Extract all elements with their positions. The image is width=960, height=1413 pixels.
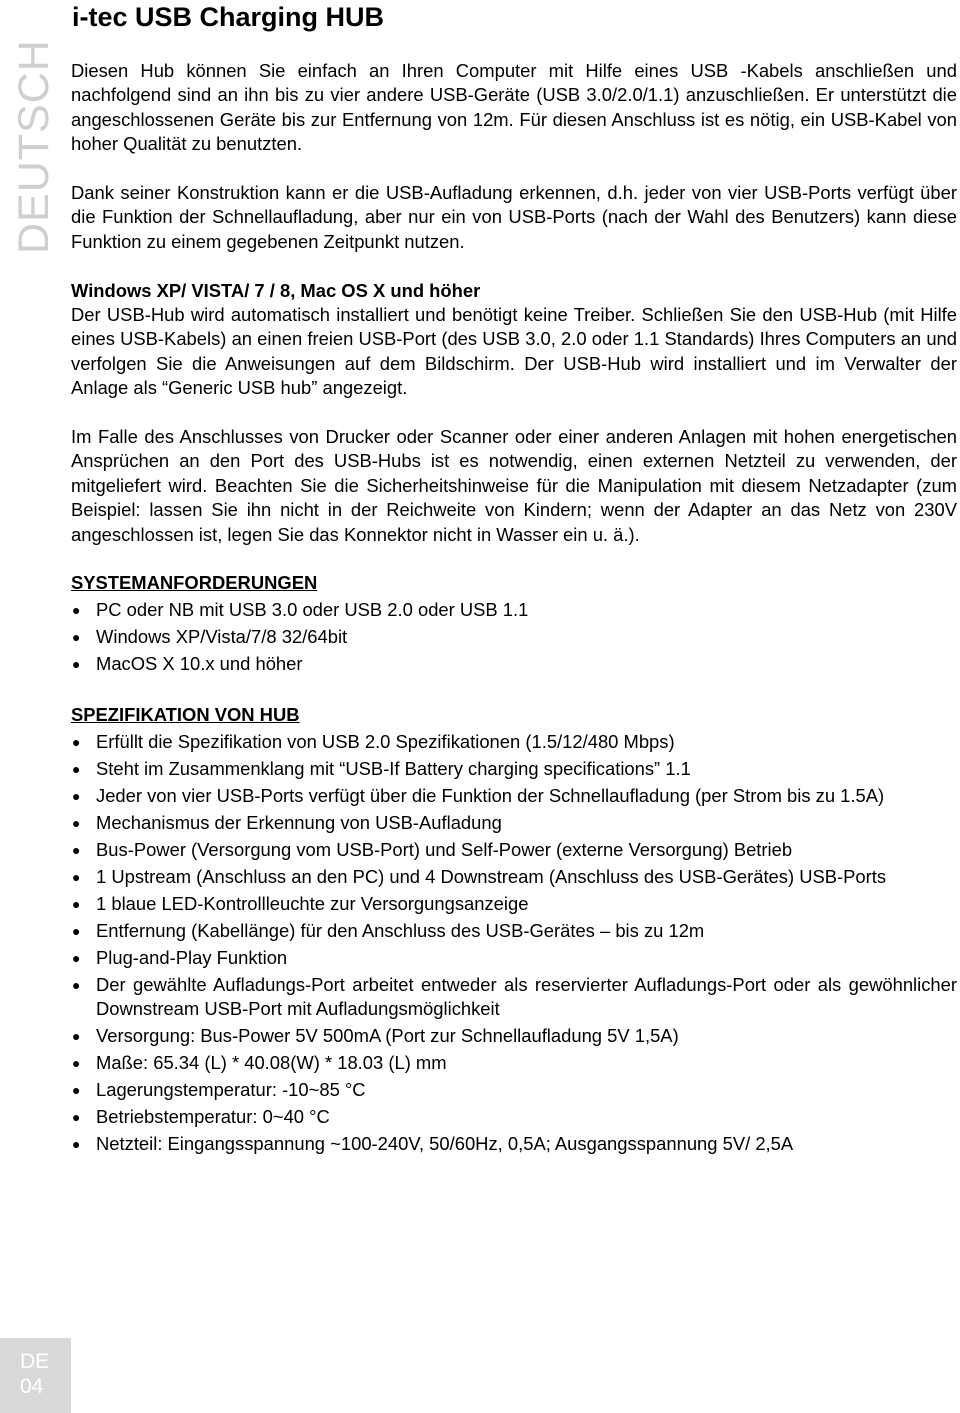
page-number: 04: [20, 1375, 44, 1398]
system-requirements-heading: SYSTEMANFORDERUNGEN: [71, 572, 318, 594]
power-note-paragraph: Im Falle des Anschlusses von Drucker oder Scanner oder einer anderen Anlagen mit hohen energetischen Ansprüchen an den Port des USB-Hubs ist es notwendig, einen externen Netzteil zu verwenden, der mitgeliefert wird. Beachten Sie die Sicherheitshinweise für die Manipulation mit diesem Netzadapter (zum Beispiel: lassen Sie ihn nicht in der Reichweite von Kindern; wenn der Adapter an das Netz von 230V angeschlossen ist, legen Sie das Konnektor nicht in Wasser ein u. ä.).: [71, 426, 957, 545]
list-item: [71, 757, 957, 781]
intro-paragraph-1: Diesen Hub können Sie einfach an Ihren Computer mit Hilfe eines USB -Kabels anschließen und nachfolgend sind an ihn bis zu vier andere USB-Geräte (USB 3.0/2.0/1.1) anzuschließen. Er unterstützt die angeschlossenen Geräte bis zur Entfernung von 12m. Für diesen Anschluss ist es nötig, ein USB-Kabel von hoher Qualität zu benutzten.: [71, 60, 957, 155]
bullet-icon: ●: [72, 976, 81, 993]
list-item-text: Versorgung: Bus-Power 5V 500mA (Port zur Schnellaufladung 5V 1,5A): [96, 1025, 679, 1047]
bullet-icon: ●: [72, 601, 81, 618]
list-item-text: PC oder NB mit USB 3.0 oder USB 2.0 oder USB 1.1: [96, 598, 529, 620]
side-language-label: DEUTSCH: [10, 39, 58, 254]
bullet-icon: ●: [72, 733, 81, 750]
list-item-text: Bus-Power (Versorgung vom USB-Port) und Self-Power (externe Versorgung) Betrieb: [96, 838, 793, 860]
bullet-icon: ●: [72, 760, 81, 777]
list-item: [71, 946, 957, 970]
list-item: [71, 811, 957, 835]
bullet-icon: ●: [72, 1028, 81, 1045]
list-item-text: 1 Upstream (Anschluss an den PC) und 4 Downstream (Anschluss des USB-Gerätes) USB-Ports: [96, 865, 887, 887]
list-item: [71, 1105, 957, 1129]
system-requirements-list: [71, 598, 957, 676]
hub-specification-list: [71, 730, 957, 1157]
list-item-text: Jeder von vier USB-Ports verfügt über die Funktion der Schnellaufladung (per Strom bis zu 1.5A): [96, 784, 885, 806]
list-item-text: MacOS X 10.x und höher: [96, 652, 303, 674]
page-title: i-tec USB Charging HUB: [72, 2, 385, 32]
bullet-icon: ●: [72, 814, 81, 831]
bullet-icon: ●: [72, 868, 81, 885]
intro-paragraph-2: Dank seiner Konstruktion kann er die USB-Aufladung erkennen, d.h. jeder von vier USB-Ports verfügt über die Funktion der Schnellaufladung, aber nur ein von USB-Ports (nach der Wahl des Benutzers) kann diese Funktion zu einem gegebenen Zeitpunkt nutzen.: [71, 182, 957, 252]
bullet-icon: ●: [72, 1055, 81, 1072]
list-item: [71, 919, 957, 943]
bullet-icon: ●: [72, 1109, 81, 1126]
bullet-icon: ●: [72, 1082, 81, 1099]
list-item-text: Netzteil: Eingangsspannung ~100-240V, 50/60Hz, 0,5A; Ausgangsspannung 5V/ 2,5A: [96, 1133, 794, 1155]
list-item-text: Entfernung (Kabellänge) für den Anschluss des USB-Gerätes – bis zu 12m: [96, 919, 705, 941]
list-item-text: Maße: 65.34 (L) * 40.08(W) * 18.03 (L) mm: [96, 1052, 447, 1074]
list-item-text: Der gewählte Aufladungs-Port arbeitet entweder als reservierter Aufladungs-Port oder als gewöhnlicher Downstream USB-Port mit Aufladungsmöglichkeit: [96, 973, 957, 1020]
bullet-icon: ●: [72, 1136, 81, 1153]
list-item: [71, 892, 957, 916]
list-item: [71, 973, 957, 1022]
list-item: [71, 838, 957, 862]
bullet-icon: ●: [72, 949, 81, 966]
bullet-icon: ●: [72, 787, 81, 804]
document-body: [71, 59, 957, 1159]
list-item-text: Steht im Zusammenklang mit “USB-If Battery charging specifications” 1.1: [96, 757, 691, 779]
hub-specification-heading: SPEZIFIKATION VON HUB: [71, 704, 300, 726]
list-item: [71, 1078, 957, 1102]
list-item: [71, 1051, 957, 1075]
list-item-text: 1 blaue LED-Kontrollleuchte zur Versorgungsanzeige: [96, 892, 529, 914]
list-item: [71, 865, 957, 889]
section-spacer: [71, 679, 957, 703]
list-item: [71, 1024, 957, 1048]
list-item: [71, 1132, 957, 1156]
list-item: [71, 598, 957, 622]
page-number-badge: [0, 1338, 71, 1413]
windows-paragraph: Der USB-Hub wird automatisch installiert und benötigt keine Treiber. Schließen Sie den USB-Hub (mit Hilfe eines USB-Kabels) an einen freien USB-Port (des USB 3.0, 2.0 oder 1.1 Standards) Ihres Computers an und verfolgen Sie die Anweisungen auf dem Bildschirm. Der USB-Hub wird installiert und im Verwalter der Anlage als “Generic USB hub” angezeigt.: [71, 304, 957, 399]
bullet-icon: ●: [72, 841, 81, 858]
bullet-icon: ●: [72, 628, 81, 645]
list-item-text: Windows XP/Vista/7/8 32/64bit: [96, 625, 348, 647]
bullet-icon: ●: [72, 895, 81, 912]
list-item-text: Lagerungstemperatur: -10~85 °C: [96, 1079, 366, 1101]
windows-heading: Windows XP/ VISTA/ 7 / 8, Mac OS X und höher: [71, 279, 481, 301]
list-item-text: Betriebstemperatur: 0~40 °C: [96, 1106, 330, 1128]
list-item-text: Mechanismus der Erkennung von USB-Aufladung: [96, 811, 502, 833]
list-item-text: Plug-and-Play Funktion: [96, 946, 288, 968]
list-item: [71, 784, 957, 808]
language-code: DE: [20, 1350, 50, 1373]
list-item-text: Erfüllt die Spezifikation von USB 2.0 Spezifikationen (1.5/12/480 Mbps): [96, 730, 675, 752]
list-item: [71, 652, 957, 676]
list-item: [71, 730, 957, 754]
list-item: [71, 625, 957, 649]
bullet-icon: ●: [72, 922, 81, 939]
bullet-icon: ●: [72, 655, 81, 672]
